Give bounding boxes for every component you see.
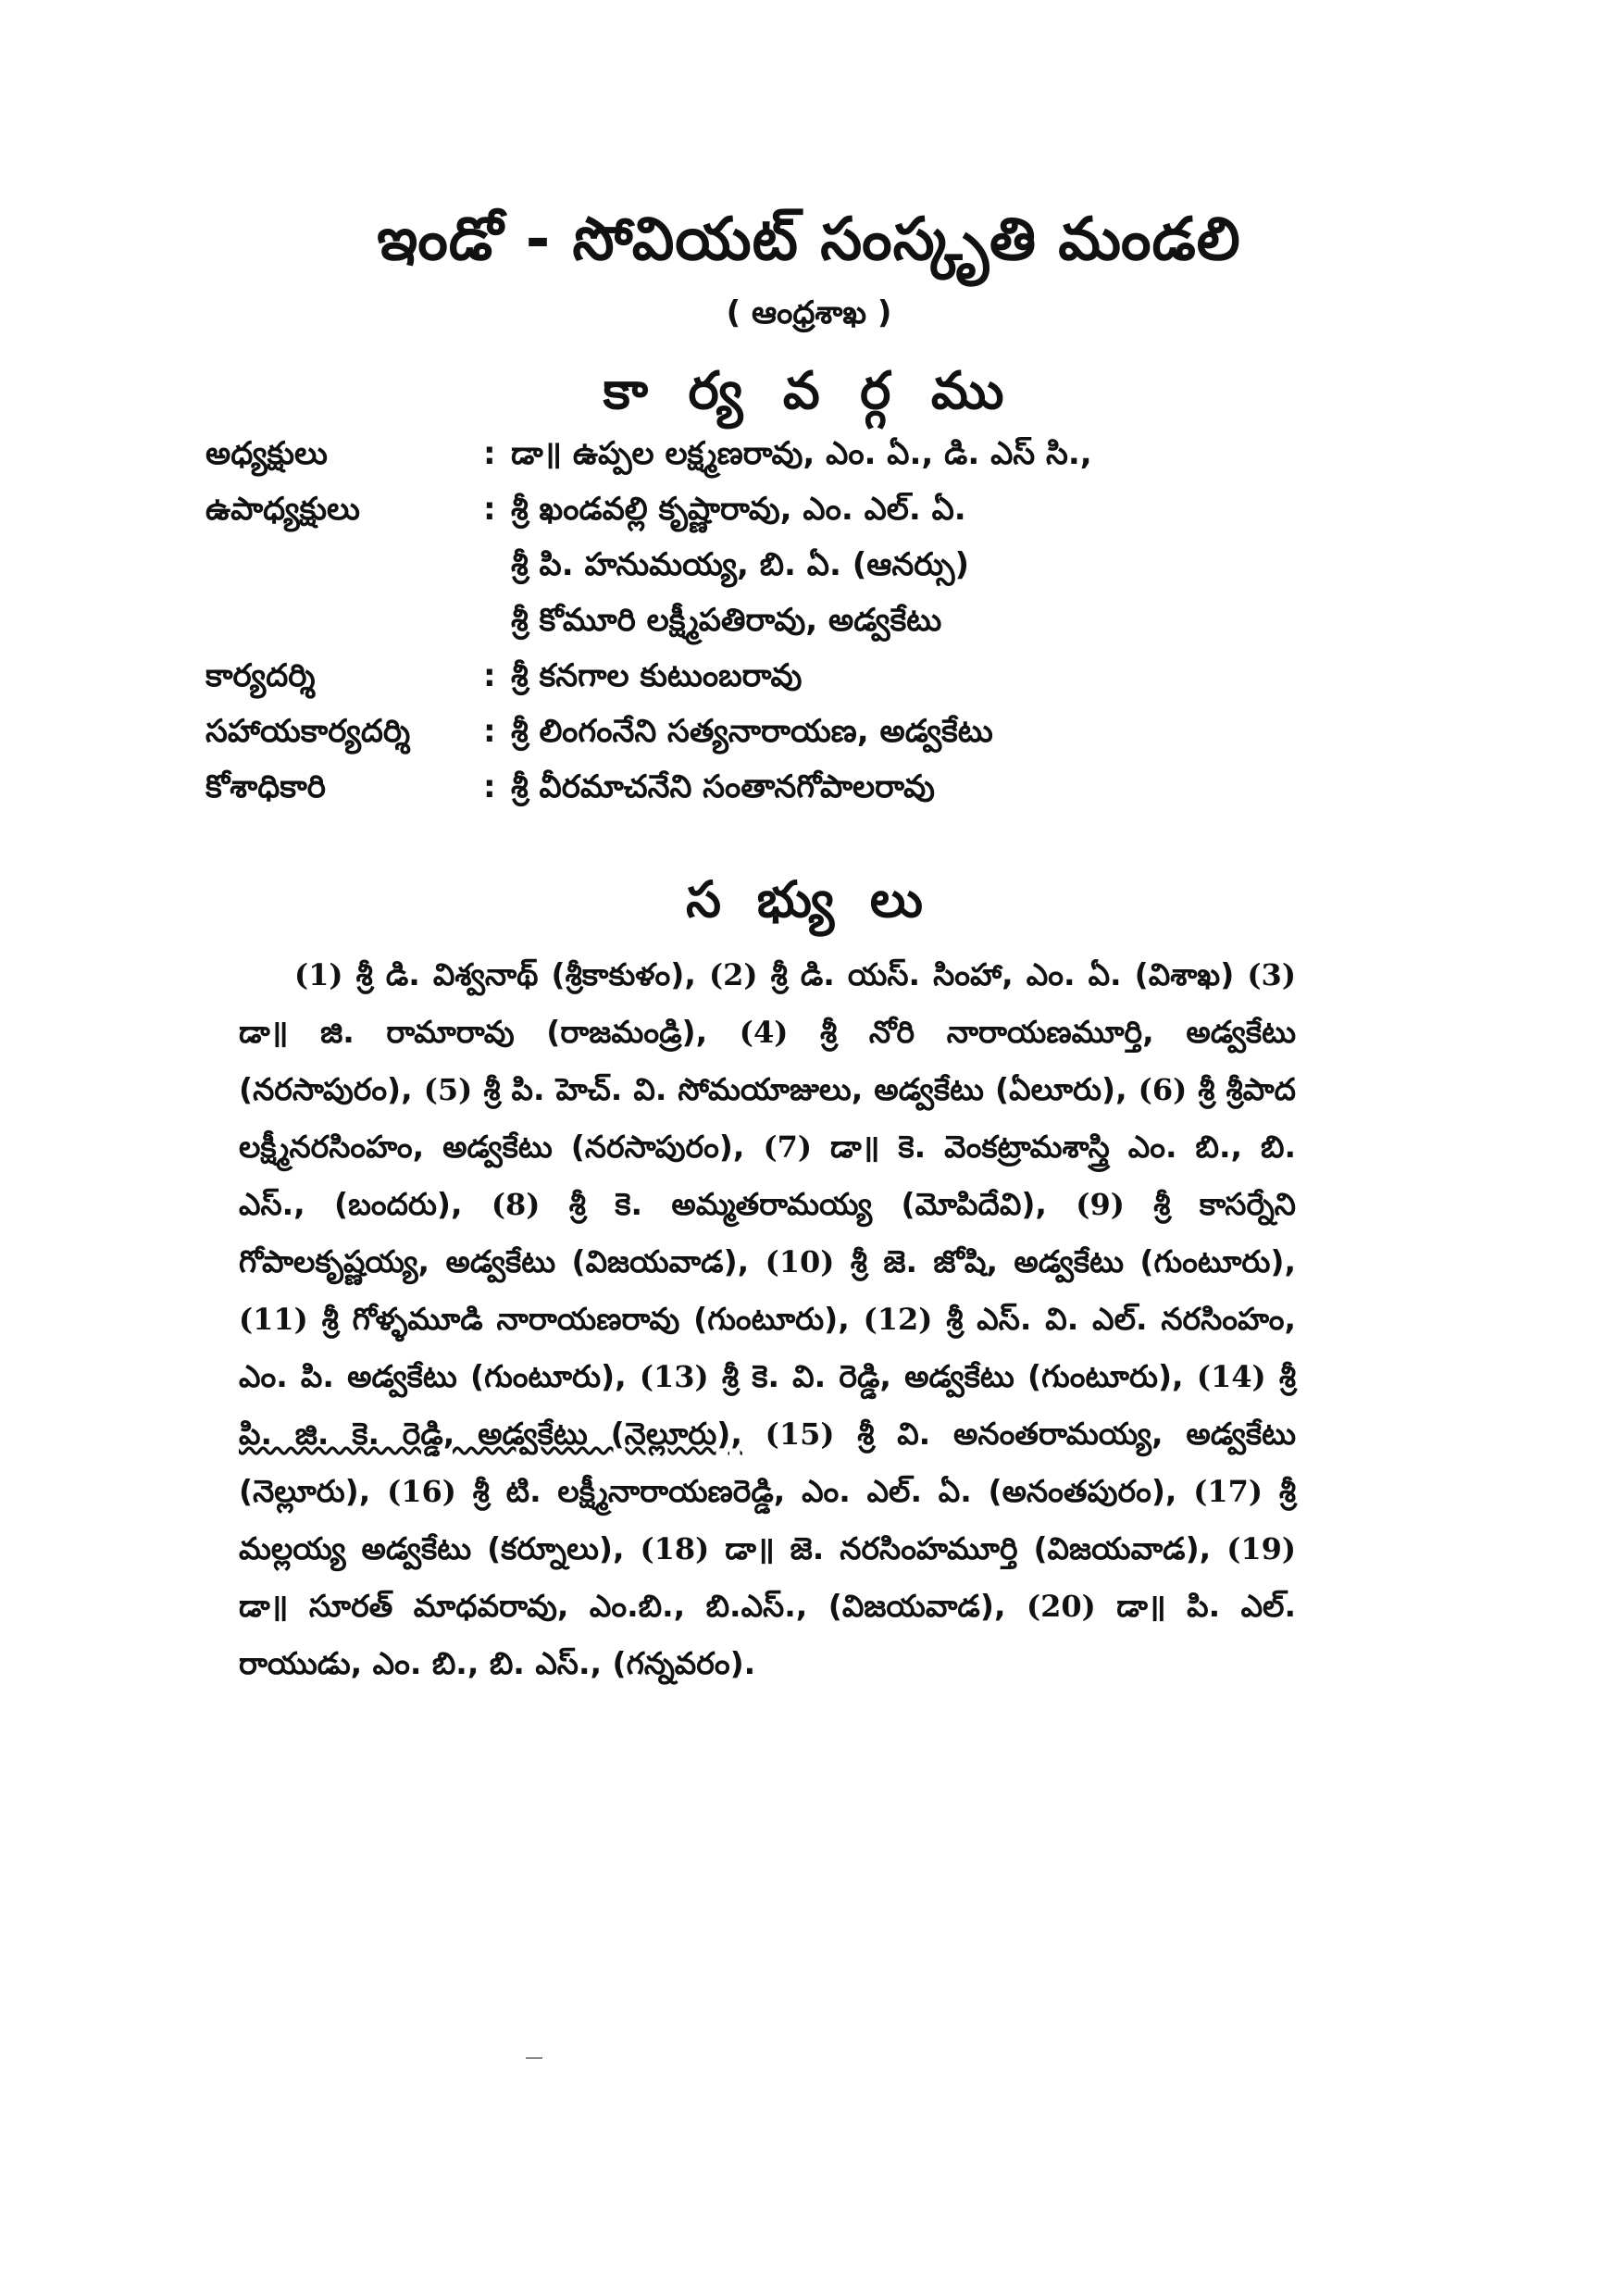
stray-mark: [526, 2057, 542, 2059]
member-text: శ్రీ ఎస్. వి. ఎల్. నరసింహం, ఎం. పి. అడ్వకేటు (గుంటూరు),: [239, 1301, 1297, 1394]
colon: :: [483, 657, 496, 694]
officer-role: ఉపాధ్యక్షులు: [205, 491, 360, 528]
member-number: (1): [294, 957, 343, 992]
member-number: (6): [1138, 1072, 1188, 1107]
member-entry: [294, 956, 709, 992]
officer-role: అధ్యక్షులు: [205, 435, 328, 472]
member-text: శ్రీ టి. లక్ష్మీనారాయణరెడ్డి, ఎం. ఎల్. ఏ. (అనంతపురం),: [472, 1473, 1177, 1509]
officer-name: శ్రీ వీరమాచనేని సంతానగోపాలరావు: [511, 768, 935, 805]
colon: :: [483, 435, 496, 472]
officer-row-treasurer: [205, 768, 1409, 824]
officer-name: శ్రీ లింగంనేని సత్యనారాయణ, అడ్వకేటు: [511, 713, 993, 750]
member-number: (15): [765, 1416, 835, 1452]
officers-list: [205, 435, 1409, 824]
officer-role: సహాయకార్యదర్శి: [205, 713, 411, 750]
officer-name: శ్రీ కనగాల కుటుంబరావు: [511, 657, 803, 694]
member-entry: [492, 1186, 1076, 1222]
member-text: శ్రీ కె. వి. రెడ్డి, అడ్వకేటు (గుంటూరు),: [721, 1358, 1184, 1394]
member-text: డా॥ పి. ఎల్. రాయుడు, ఎం. బి., బి. ఎస్., (గన్నవరం).: [239, 1588, 1296, 1681]
officer-row-vice-president-3: [205, 602, 1409, 657]
member-text: శ్రీ కె. అమ్మతరామయ్య (మోపిదేవి),: [568, 1186, 1047, 1222]
officer-name: శ్రీ కోమూరి లక్ష్మీపతిరావు, అడ్వకేటు: [511, 602, 942, 639]
member-number: (7): [763, 1129, 812, 1165]
member-entry: [424, 1071, 1139, 1107]
colon: :: [483, 768, 496, 805]
page-title: ఇండో - సోవియట్ సంస్కృతి మండలి: [377, 206, 1241, 274]
members-paragraph: [239, 946, 1296, 1692]
member-number: (3): [1247, 957, 1296, 992]
member-number: (14): [1196, 1359, 1266, 1394]
officer-role: కార్యదర్శి: [205, 657, 316, 694]
member-number: (9): [1076, 1187, 1125, 1222]
member-number: (18): [640, 1531, 710, 1566]
member-text: శ్రీ మల్లయ్య అడ్వకేటు (కర్నూలు),: [239, 1473, 1296, 1566]
member-text: శ్రీ పి. హెచ్. వి. సోమయాజులు, అడ్వకేటు (ఏలూరు),: [483, 1071, 1127, 1107]
member-entry: [387, 1473, 1193, 1509]
officer-row-vice-president-2: [205, 546, 1409, 602]
officer-row-president: [205, 435, 1409, 491]
member-text: డా॥ జె. నరసింహమూర్తి (విజయవాడ),: [725, 1530, 1212, 1566]
member-text: డా॥ జి. రామారావు (రాజమండ్రి),: [239, 1014, 708, 1050]
member-number: (20): [1026, 1589, 1096, 1624]
member-entry: [709, 956, 1247, 992]
member-text: శ్రీ డి. యస్. సింహా, ఎం. ఏ. (విశాఖ): [770, 956, 1235, 992]
officer-name: డా॥ ఉప్పల లక్ష్మణరావు, ఎం. ఏ., డి. ఎస్ సి.,: [511, 435, 1092, 472]
member-text: శ్రీ గోళ్ళమూడి నారాయణరావు (గుంటూరు),: [321, 1301, 850, 1337]
page-subtitle: ( ఆంధ్రశాఖ ): [726, 294, 892, 331]
executive-heading: కా ర్య వ ర్గ ము: [603, 361, 1015, 421]
colon: :: [483, 491, 496, 528]
members-heading: స భ్యు లు: [686, 870, 932, 929]
officer-name: శ్రీ ఖండవల్లి కృష్ణారావు, ఎం. ఎల్. ఏ.: [511, 491, 966, 528]
member-entry: [641, 1530, 1227, 1566]
member-entry: [239, 1301, 864, 1337]
member-text: శ్రీ పి. జి. కె. రెడ్డి, అడ్వకేటు (నెల్లూరు),: [239, 1358, 1296, 1452]
member-number: (13): [639, 1359, 709, 1394]
member-text: శ్రీ వి. అనంతరామయ్య, అడ్వకేటు (నెల్లూరు),: [239, 1416, 1296, 1509]
member-number: (4): [739, 1015, 789, 1050]
member-number: (10): [765, 1244, 835, 1279]
member-entry: [765, 1243, 1296, 1279]
officer-name: శ్రీ పి. హనుమయ్య, బి. ఏ. (ఆనర్సు): [511, 546, 970, 583]
member-text: శ్రీ డి. విశ్వనాథ్ (శ్రీకాకుళం),: [355, 956, 696, 992]
member-number: (5): [423, 1072, 473, 1107]
member-number: (11): [239, 1302, 308, 1337]
officer-role: కోశాధికారి: [205, 768, 326, 805]
member-text: శ్రీ కాసర్నేని గోపాలకృష్ణయ్య, అడ్వకేటు (విజయవాడ),: [239, 1186, 1296, 1279]
member-number: (8): [491, 1187, 541, 1222]
officer-row-assistant-secretary: [205, 713, 1409, 768]
officer-row-vice-president: [205, 491, 1409, 546]
officer-row-secretary: [205, 657, 1409, 713]
member-number: (16): [387, 1474, 456, 1509]
colon: :: [483, 713, 496, 750]
member-number: (2): [708, 957, 758, 992]
member-text: శ్రీ జె. జోషి, అడ్వకేటు (గుంటూరు),: [850, 1243, 1296, 1279]
member-text: శ్రీ శ్రీపాద లక్ష్మీనరసింహం, అడ్వకేటు (నరసాపురం),: [239, 1071, 1296, 1165]
member-number: (19): [1226, 1531, 1296, 1566]
member-number: (17): [1193, 1474, 1263, 1509]
member-text: డా॥ సూరత్ మాధవరావు, ఎం.బి., బి.ఎస్., (విజయవాడ),: [239, 1588, 1006, 1624]
member-number: (12): [863, 1302, 933, 1337]
member-entry: [640, 1358, 1197, 1394]
member-text: డా॥ కె. వెంకట్రామశాస్త్రి ఎం. బి., బి. ఎస్., (బందరు),: [239, 1129, 1296, 1222]
member-text: శ్రీ నోరి నారాయణమూర్తి, అడ్వకేటు (నరసాపురం),: [239, 1014, 1296, 1107]
